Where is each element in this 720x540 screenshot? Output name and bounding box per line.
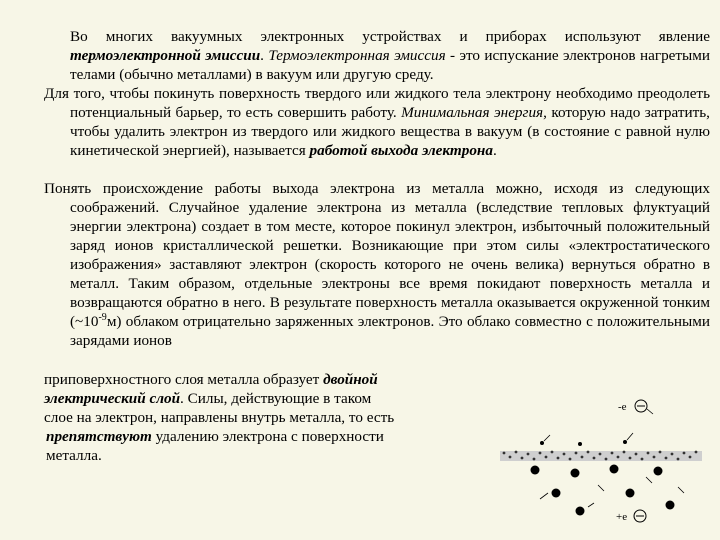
- text-span: Понять происхождение работы выхода электрона из металла можно, исходя из следующих соображений. Случайное удаление электрона из металла (вследствие тепловых флуктуаций энергии электрона) создает в том месте, которое покинул электрон, избыточный положительный заряд ионов кристаллической решетки. Возникающие при этом силы «электростатического изображения» заставляют электрон (скорость которого не очень велика) вернуться обратно в металл. Таким образом, отдельные электроны все время покидают поверхность металла и возвращаются обратно в него. В результате поверхность металла оказывается окруженной тонким (~10: [44, 180, 710, 330]
- text-span: , которую надо затратить, чтобы удалить электрон из твердого или жидкого вещества в вакуум (в состояние с равной нулю кинетической энергией), называется: [70, 104, 710, 159]
- electron-charge-label: -e: [618, 401, 627, 413]
- surface-electrons: [540, 433, 633, 446]
- text-line: [44, 427, 474, 446]
- text-line: [44, 370, 474, 389]
- text-span: Для того, чтобы покинуть поверхность твердого или жидкого тела электрону необходимо преодолеть потенциальный барьер, то есть совершить работу.: [44, 85, 710, 121]
- arrow-icon: [647, 409, 653, 414]
- term-minimal-energy: Минимальная энергия: [401, 104, 544, 121]
- ion-charge-label: +e: [616, 511, 628, 523]
- term-thermionic-emission-italic: Термоэлектронная эмиссия: [268, 47, 446, 64]
- text-span: удалению электрона с поверхности: [151, 428, 384, 445]
- text-span: - это испускание электронов нагретыми телами (обычно металлами) в вакуум или другую среду.: [70, 47, 710, 83]
- term-double: двойной: [323, 371, 378, 388]
- exponent: -9: [98, 311, 107, 323]
- paragraph-work-function: [44, 84, 710, 160]
- text-line: [44, 389, 474, 408]
- double-layer-figure: [470, 365, 710, 535]
- text-span: . Силы, действующие в таком: [180, 390, 372, 407]
- paragraph-origin-of-work-function: [44, 179, 710, 350]
- text-span: .: [260, 47, 269, 64]
- text-span: приповерхностного слоя металла образует: [44, 371, 324, 388]
- text-span: м) облаком отрицательно заряженных электронов. Это облако совместно с положительными зарядами ионов: [70, 313, 710, 349]
- paragraph-double-layer: [44, 370, 474, 465]
- text-line: слое на электрон, направлены внутрь металла, то есть: [44, 409, 395, 426]
- motion-arrows: [540, 477, 684, 507]
- term-thermionic-emission: термоэлектронной эмиссии: [70, 47, 261, 64]
- paragraph-thermionic-emission: [44, 27, 710, 84]
- term-work-function: работой выхода электрона: [309, 142, 493, 159]
- text-line: металла.: [46, 447, 102, 464]
- text-span: Во многих вакуумных электронных устройствах и приборах используют явление: [70, 28, 710, 45]
- text-span: .: [492, 142, 497, 159]
- term-prevent: препятствуют: [46, 428, 152, 445]
- term-electric-layer: электрический слой: [44, 390, 181, 407]
- metal-surface: [500, 451, 702, 461]
